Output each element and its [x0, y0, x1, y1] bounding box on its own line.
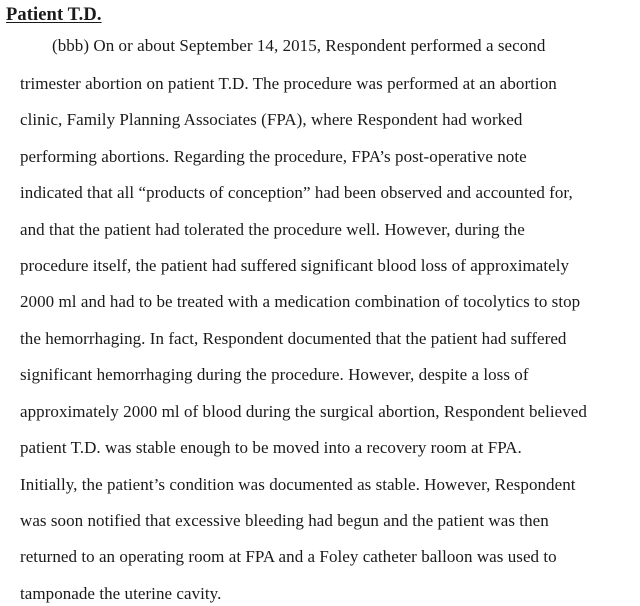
- paragraph-line: returned to an operating room at FPA and a Foley catheter balloon was used to: [20, 547, 557, 566]
- section-heading: Patient T.D.: [6, 5, 102, 25]
- paragraph-line: was soon notified that excessive bleeding had begun and the patient was then: [20, 511, 549, 530]
- paragraph-line: clinic, Family Planning Associates (FPA), where Respondent had worked: [20, 110, 523, 129]
- paragraph-line: indicated that all “products of conception” had been observed and accounted for,: [20, 183, 573, 202]
- paragraph-line: procedure itself, the patient had suffered significant blood loss of approximately: [20, 256, 570, 275]
- paragraph-line: trimester abortion on patient T.D. The procedure was performed at an abortion: [20, 74, 557, 93]
- paragraph-line: the hemorrhaging. In fact, Respondent documented that the patient had suffered: [20, 329, 567, 348]
- paragraph-line: patient T.D. was stable enough to be moved into a recovery room at FPA.: [20, 438, 522, 457]
- paragraph-line: 2000 ml and had to be treated with a medication combination of tocolytics to stop: [20, 292, 581, 311]
- paragraph-line: Initially, the patient’s condition was documented as stable. However, Respondent: [20, 475, 576, 494]
- paragraph-line: and that the patient had tolerated the procedure well. However, during the: [20, 220, 525, 239]
- paragraph-line: approximately 2000 ml of blood during the surgical abortion, Respondent believed: [20, 402, 587, 421]
- paragraph-line: (bbb) On or about September 14, 2015, Respondent performed a second: [52, 36, 546, 55]
- paragraph-line: performing abortions. Regarding the procedure, FPA’s post-operative note: [20, 147, 527, 166]
- paragraph-line: tamponade the uterine cavity.: [20, 584, 222, 603]
- paragraph-line: significant hemorrhaging during the procedure. However, despite a loss of: [20, 365, 529, 384]
